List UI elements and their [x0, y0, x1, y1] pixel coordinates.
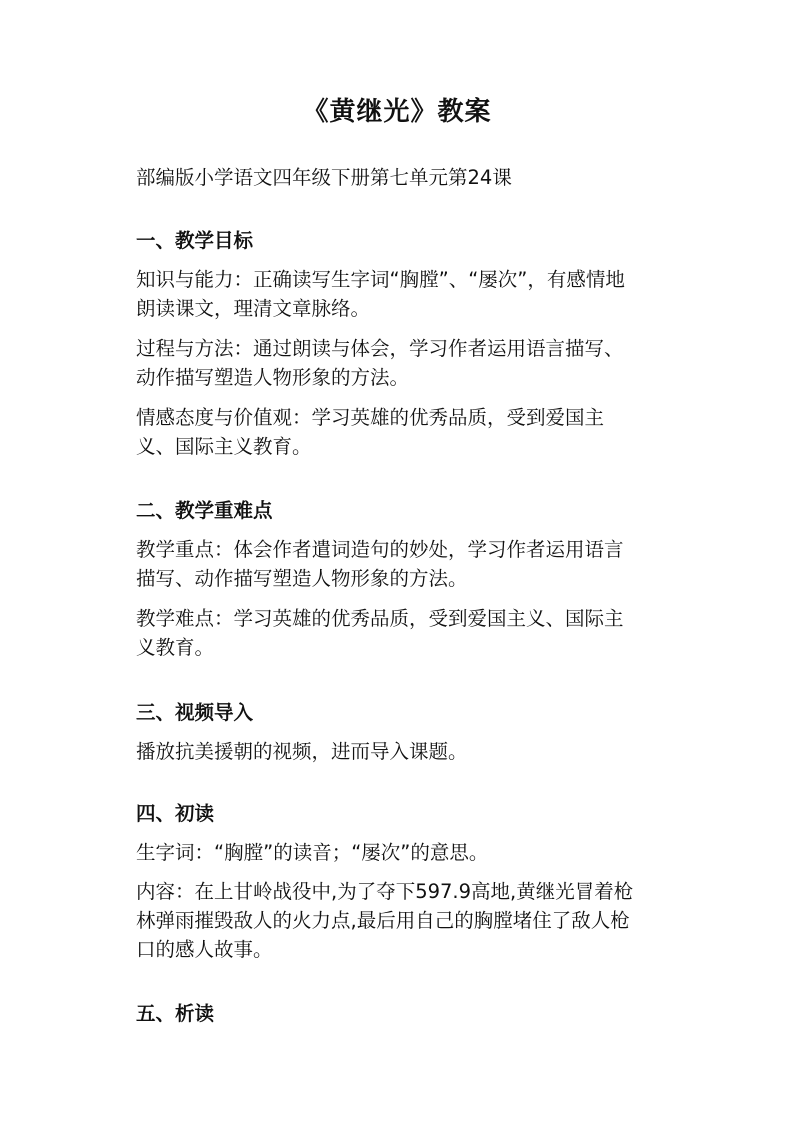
section-heading-first-reading: 四、初读 [136, 802, 215, 825]
paragraph-line: 动作描写塑造人物形象的方法。 [136, 366, 410, 389]
paragraph-line: 林弹雨摧毁敌人的火力点,最后用自己的胸膛堵住了敌人枪 [136, 909, 630, 932]
paragraph-line: 义教育。 [136, 636, 215, 659]
paragraph-line: 播放抗美援朝的视频，进而导入课题。 [136, 740, 468, 763]
document-subtitle: 部编版小学语文四年级下册第七单元第24课 [136, 166, 512, 189]
section-heading-teaching-goals: 一、教学目标 [136, 229, 254, 252]
section-heading-analysis-reading: 五、析读 [136, 1002, 215, 1025]
paragraph-line: 教学重点：体会作者遣词造句的妙处，学习作者运用语言 [136, 538, 624, 561]
paragraph-line: 描写、动作描写塑造人物形象的方法。 [136, 567, 468, 590]
section-heading-key-points: 二、教学重难点 [136, 499, 273, 522]
paragraph-line: 朗读课文，理清文章脉络。 [136, 297, 371, 320]
document-title: 《黄继光》教案 [302, 97, 492, 127]
paragraph-line: 情感态度与价值观：学习英雄的优秀品质，受到爱国主 [136, 406, 605, 429]
paragraph-line: 口的感人故事。 [136, 938, 273, 961]
paragraph-line: 内容：在上甘岭战役中,为了夺下597.9高地,黄继光冒着枪 [136, 880, 634, 903]
paragraph-line: 教学难点：学习英雄的优秀品质，受到爱国主义、国际主 [136, 607, 624, 630]
paragraph-line: 义、国际主义教育。 [136, 435, 312, 458]
paragraph-line: 生字词：“胸膛”的读音；“屡次”的意思。 [136, 841, 489, 864]
paragraph-line: 知识与能力：正确读写生字词“胸膛”、“屡次”，有感情地 [136, 268, 625, 291]
paragraph-line: 过程与方法：通过朗读与体会，学习作者运用语言描写、 [136, 337, 624, 360]
section-heading-video-intro: 三、视频导入 [136, 701, 254, 724]
